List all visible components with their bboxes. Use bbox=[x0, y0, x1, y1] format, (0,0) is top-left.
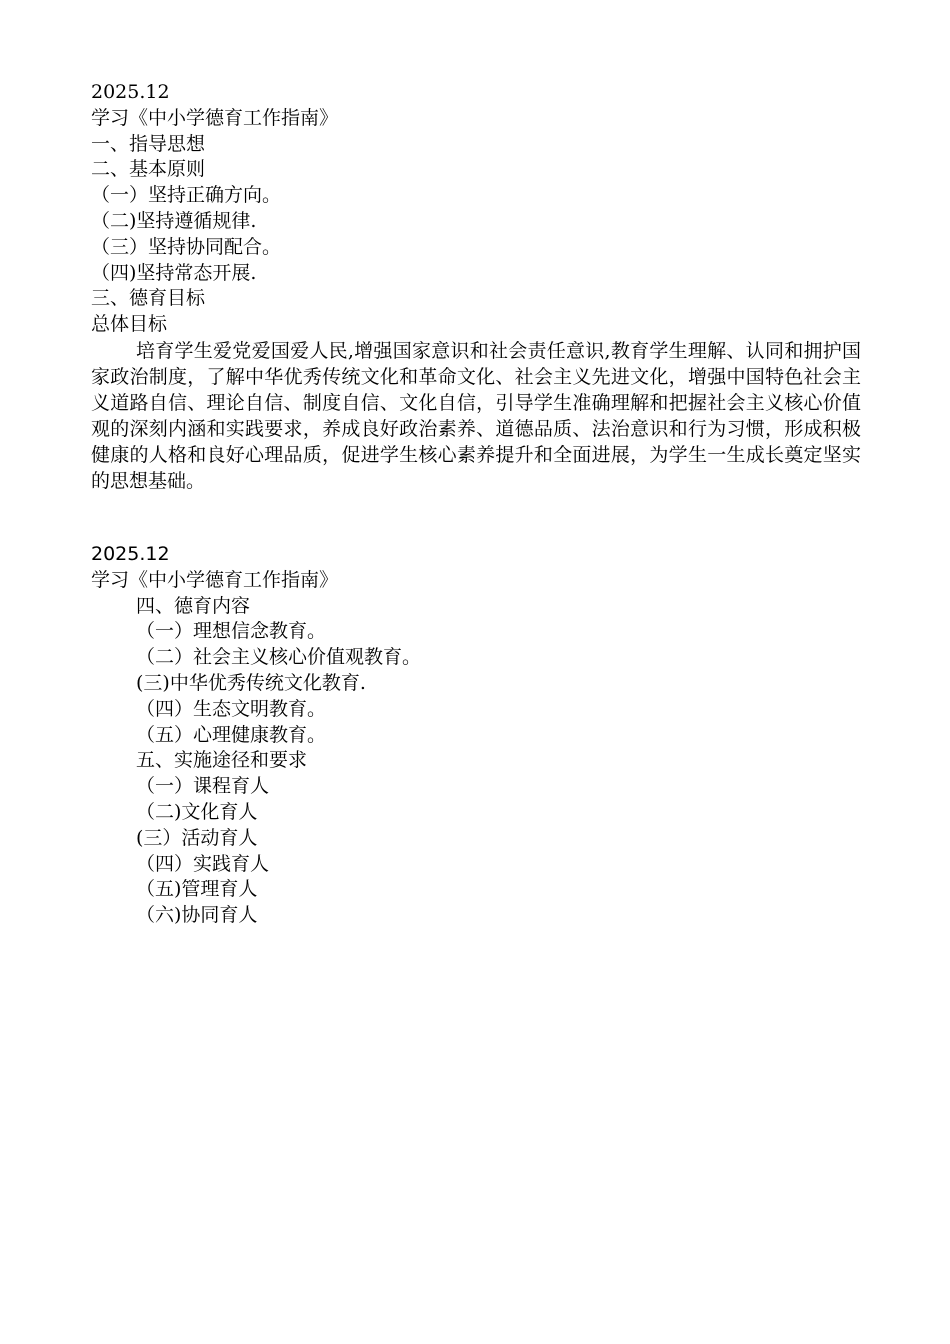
approach-item: (三）活动育人 bbox=[136, 826, 258, 849]
approach-item: （六)协同育人 bbox=[136, 904, 258, 927]
approach-item: （一）课程育人 bbox=[136, 775, 270, 798]
principle-item: （四)坚持常态开展. bbox=[91, 261, 257, 284]
overall-goal-paragraph: 培育学生爱党爱国爱人民,增强国家意识和社会责任意识,教育学生理解、认同和拥护国家政治制度，了解中华优秀传统文化和革命文化、社会主义先进文化，增强中国特色社会主义道路自信、理论自信、制度自信、文化自信，引导学生准确理解和把握社会主义核心价值观的深刻内涵和实践要求，养成良好政治素养、道德品质、法治意识和行为习惯，形成积极健康的人格和良好心理品质，促进学生核心素养提升和全面进展，为学生一生成长奠定坚实的思想基础。 bbox=[91, 339, 861, 492]
heading-moral-education-content: 四、德育内容 bbox=[136, 594, 251, 617]
principle-item: （一）坚持正确方向。 bbox=[91, 184, 282, 207]
heading-implementation: 五、实施途径和要求 bbox=[136, 749, 308, 772]
heading-guiding-ideology: 一、指导思想 bbox=[91, 132, 206, 155]
section-one bbox=[91, 80, 861, 494]
heading-basic-principles: 二、基本原则 bbox=[91, 158, 206, 181]
approach-item: （四）实践育人 bbox=[136, 852, 270, 875]
principle-item: （二)坚持遵循规律. bbox=[91, 209, 257, 232]
content-item: （四）生态文明教育。 bbox=[136, 697, 327, 720]
content-item: （二）社会主义核心价值观教育。 bbox=[136, 646, 422, 669]
approach-item: （二)文化育人 bbox=[136, 800, 258, 823]
content-item: (三)中华优秀传统文化教育. bbox=[136, 671, 366, 694]
date-line: 2025.12 bbox=[91, 543, 170, 565]
document-title: 学习《中小学德育工作指南》 bbox=[91, 106, 339, 129]
content-item: （一）理想信念教育。 bbox=[136, 620, 327, 643]
subheading-overall-goal: 总体目标 bbox=[91, 313, 168, 336]
principle-item: （三）坚持协同配合。 bbox=[91, 235, 282, 258]
section-two bbox=[91, 542, 861, 929]
document-title: 学习《中小学德育工作指南》 bbox=[91, 568, 339, 591]
date-line: 2025.12 bbox=[91, 81, 170, 103]
heading-moral-education-goals: 三、德育目标 bbox=[91, 287, 206, 310]
content-item: （五）心理健康教育。 bbox=[136, 723, 327, 746]
approach-item: （五)管理育人 bbox=[136, 878, 258, 901]
